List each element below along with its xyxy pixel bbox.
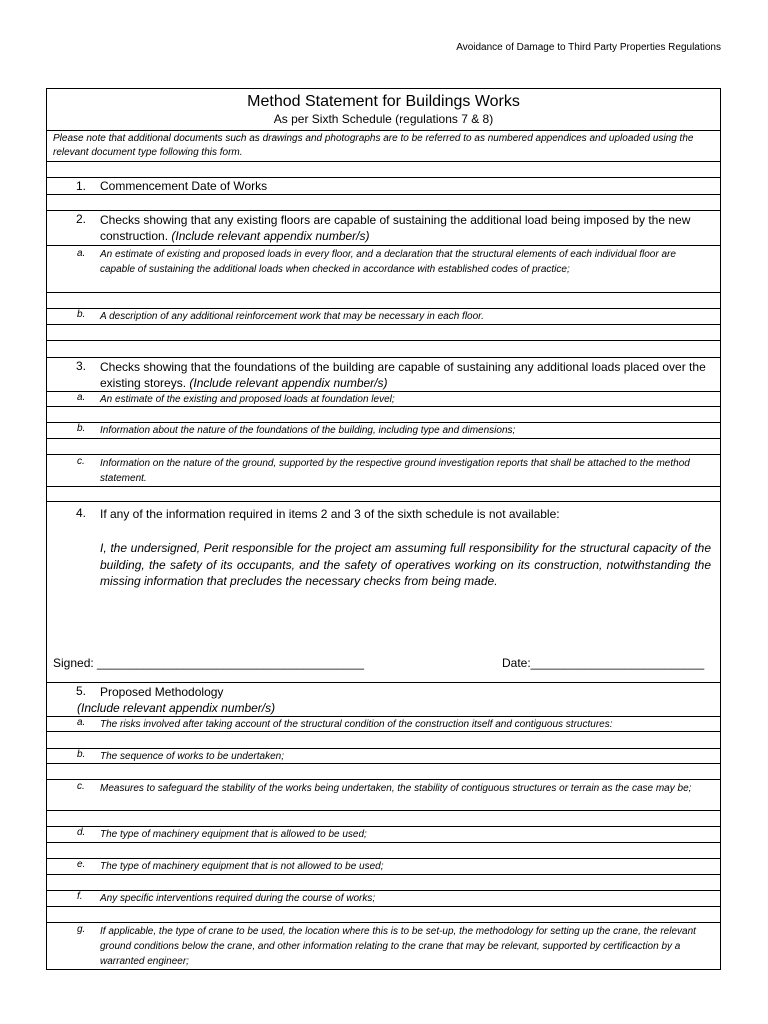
item-5-label: Proposed Methodology <box>100 685 224 699</box>
item-5e-answer[interactable] <box>47 875 720 891</box>
item-5f-row <box>47 891 720 907</box>
method-statement-form <box>46 88 721 970</box>
sub-letter: d. <box>77 827 86 838</box>
item-5d-row <box>47 827 720 843</box>
sub-letter: g. <box>77 924 86 935</box>
item-5g-row <box>47 923 720 971</box>
item-3b-row <box>47 423 720 439</box>
item-5c-answer[interactable] <box>47 811 720 827</box>
item-3c-text: Information on the nature of the ground, supported by the respective ground investigation reports that shall be attached to the method statement. <box>100 458 690 484</box>
item-2a-row <box>47 246 720 293</box>
sub-letter: b. <box>77 749 86 760</box>
item-3-appendix-note: (Include relevant appendix number/s) <box>189 376 388 390</box>
item-number: 2. <box>76 212 87 226</box>
sub-letter: a. <box>77 392 86 403</box>
item-5b-row <box>47 749 720 764</box>
declaration-text: I, the undersigned, Perit responsible for the project am assuming full responsibility for the structural capacity of the building, the safety of its occupants, and the safety of operatives working on its construction, notwithstanding the missing information that precludes the necessary checks from being made. <box>100 541 711 588</box>
sub-letter: a. <box>77 248 86 259</box>
page-header: Avoidance of Damage to Third Party Properties Regulations <box>456 42 721 53</box>
signature-field[interactable]: Signed: ________________________________________ <box>53 656 364 670</box>
item-2a-text: An estimate of existing and proposed loads in every floor, and a declaration that the structural elements of each individual floor are capable of sustaining the additional loads when checked in accordance with established codes of practice; <box>100 249 676 275</box>
item-2a-answer[interactable] <box>47 293 720 309</box>
sub-letter: b. <box>77 309 86 320</box>
commencement-date-field[interactable] <box>47 195 720 211</box>
form-subtitle: As per Sixth Schedule (regulations 7 & 8) <box>273 112 494 126</box>
item-number: 4. <box>76 506 87 520</box>
sub-letter: e. <box>77 859 86 870</box>
item-3b-answer[interactable] <box>47 439 720 455</box>
item-number: 5. <box>76 684 87 698</box>
item-1-label: Commencement Date of Works <box>100 179 268 193</box>
item-number: 3. <box>76 359 87 373</box>
item-2b-answer[interactable] <box>47 325 720 341</box>
item-5c-text: Measures to safeguard the stability of the works being undertaken, the stability of contiguous structures or terrain as the case may be; <box>100 783 692 794</box>
item-3a-row <box>47 392 720 407</box>
item-4-label: If any of the information required in items 2 and 3 of the sixth schedule is not available: <box>100 507 560 521</box>
item-5g-text: If applicable, the type of crane to be used, the location where this is to be set-up, the methodology for setting up the crane, the relevant ground conditions below the crane, and other information relating to the crane that may be relevant, supported by certificaction by a warranted engineer; <box>100 926 696 967</box>
form-note: Please note that additional documents such as drawings and photographs are to be referred to as numbered appendices and uploaded using the relevant document type following this form. <box>47 131 720 162</box>
item-2-text: Checks showing that any existing floors are capable of sustaining the additional load being imposed by the new construction. <box>100 213 691 243</box>
item-5f-answer[interactable] <box>47 907 720 923</box>
item-4-row <box>47 502 720 683</box>
item-3a-text: An estimate of the existing and proposed loads at foundation level; <box>100 394 395 405</box>
item-2-appendix-note: (Include relevant appendix number/s) <box>171 229 370 243</box>
form-title: Method Statement for Buildings Works <box>247 93 520 110</box>
sub-letter: f. <box>77 891 83 902</box>
item-3-text: Checks showing that the foundations of the building are capable of sustaining any additional loads placed over the existing storeys. <box>100 360 706 390</box>
item-3c-answer[interactable] <box>47 487 720 502</box>
item-5a-text: The risks involved after taking account of the structural condition of the construction itself and contiguous structures: <box>100 719 613 730</box>
item-5b-answer[interactable] <box>47 764 720 780</box>
date-field[interactable]: Date:__________________________ <box>502 656 705 670</box>
item-number: 1. <box>76 179 87 193</box>
item-5f-text: Any specific interventions required during the course of works; <box>100 893 376 904</box>
item-2-row <box>47 211 720 246</box>
item-1-row <box>47 178 720 195</box>
item-2-label <box>100 212 712 244</box>
item-3-label <box>100 359 712 391</box>
item-5-appendix-note: (Include relevant appendix number/s) <box>77 701 276 715</box>
item-5e-row <box>47 859 720 875</box>
item-3-row <box>47 358 720 392</box>
blank-row[interactable] <box>47 341 720 358</box>
item-5a-row <box>47 717 720 732</box>
sub-letter: b. <box>77 423 86 434</box>
item-5c-row <box>47 780 720 811</box>
item-5d-text: The type of machinery equipment that is allowed to be used; <box>100 829 367 840</box>
form-title-block <box>47 89 720 131</box>
blank-row[interactable] <box>47 162 720 178</box>
item-5d-answer[interactable] <box>47 843 720 859</box>
sub-letter: c. <box>77 781 85 792</box>
item-2b-text: A description of any additional reinforcement work that may be necessary in each floor. <box>100 311 484 322</box>
item-5a-answer[interactable] <box>47 732 720 749</box>
sub-letter: a. <box>77 717 86 728</box>
sub-letter: c. <box>77 456 85 467</box>
item-3c-row <box>47 455 720 487</box>
item-2b-row <box>47 309 720 325</box>
item-3a-answer[interactable] <box>47 407 720 423</box>
item-3b-text: Information about the nature of the foundations of the building, including type and dimensions; <box>100 425 516 436</box>
item-5e-text: The type of machinery equipment that is not allowed to be used; <box>100 861 384 872</box>
item-5-row <box>47 683 720 717</box>
item-5b-text: The sequence of works to be undertaken; <box>100 751 285 762</box>
